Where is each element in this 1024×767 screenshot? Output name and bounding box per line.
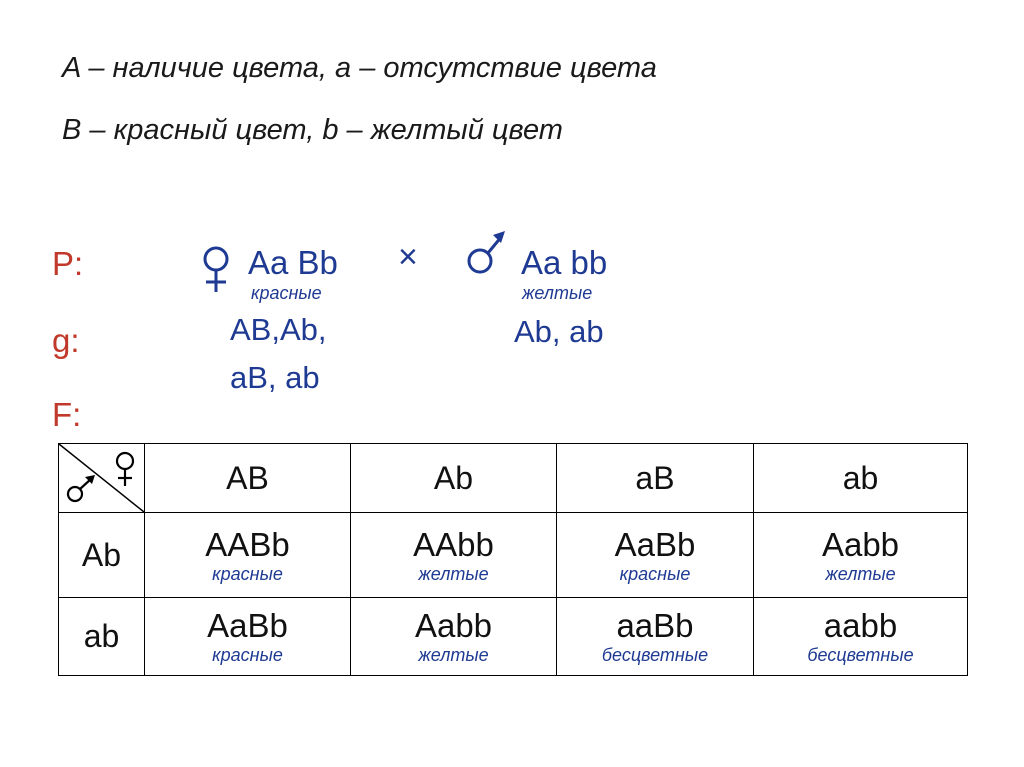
- cell-genotype: AaBb: [207, 607, 288, 644]
- cell-genotype: aabb: [823, 607, 898, 644]
- table-cell: [145, 598, 351, 676]
- legend-line-2: B – красный цвет, b – желтый цвет: [62, 114, 563, 146]
- male-genotype: Aa bb: [521, 244, 608, 281]
- cell-phenotype: желтые: [418, 563, 489, 584]
- cross-sign: ×: [398, 238, 418, 276]
- male-gametes: Ab, ab: [514, 314, 604, 349]
- column-header-AB: AB: [145, 444, 351, 513]
- table-cell: [351, 598, 557, 676]
- female-genotype: Aa Bb: [248, 244, 338, 281]
- cell-genotype: AAbb: [413, 525, 494, 563]
- cell-phenotype: желтые: [418, 645, 489, 665]
- table-cell: [557, 513, 754, 598]
- column-header-ab: ab: [754, 444, 968, 513]
- table-row: [59, 513, 968, 598]
- cell-genotype: Aabb: [414, 607, 493, 644]
- label-f: F:: [52, 396, 82, 433]
- male-symbol-icon: [466, 228, 508, 276]
- cell-phenotype: бесцветные: [601, 645, 709, 665]
- column-header-aB: aB: [557, 444, 754, 513]
- row-header-ab: ab: [59, 598, 145, 676]
- table-cell: [145, 513, 351, 598]
- table-cell: [351, 513, 557, 598]
- table-header-row: [59, 444, 968, 513]
- corner-symbols: [59, 444, 144, 512]
- legend-line-1: A – наличие цвета, a – отсутствие цвета: [62, 52, 657, 84]
- cell-phenotype: желтые: [825, 563, 896, 584]
- cell-genotype: Aabb: [821, 525, 900, 563]
- female-phenotype: красные: [251, 283, 322, 303]
- cell-phenotype: красные: [212, 563, 283, 584]
- corner-cell: [59, 444, 145, 513]
- cell-phenotype: красные: [212, 645, 283, 665]
- punnett-table: [58, 443, 968, 676]
- cell-phenotype: бесцветные: [807, 645, 914, 665]
- label-p: P:: [52, 245, 84, 282]
- table-cell: [754, 513, 968, 598]
- female-gametes-line-1: AB,Ab,: [230, 312, 327, 347]
- female-symbol-icon: [198, 244, 234, 294]
- cell-genotype: aaBb: [616, 607, 694, 644]
- male-symbol-icon: [68, 475, 95, 501]
- cell-phenotype: красные: [619, 563, 691, 584]
- cell-genotype: AABb: [205, 525, 290, 563]
- label-g: g:: [52, 322, 80, 359]
- cell-genotype: AaBb: [614, 525, 696, 563]
- table-cell: [754, 598, 968, 676]
- row-header-Ab: Ab: [59, 513, 145, 598]
- female-symbol-icon: [117, 453, 133, 486]
- column-header-Ab: Ab: [351, 444, 557, 513]
- table-row: [59, 598, 968, 676]
- table-cell: [557, 598, 754, 676]
- male-phenotype: желтые: [522, 283, 593, 303]
- female-gametes-line-2: aB, ab: [230, 360, 320, 395]
